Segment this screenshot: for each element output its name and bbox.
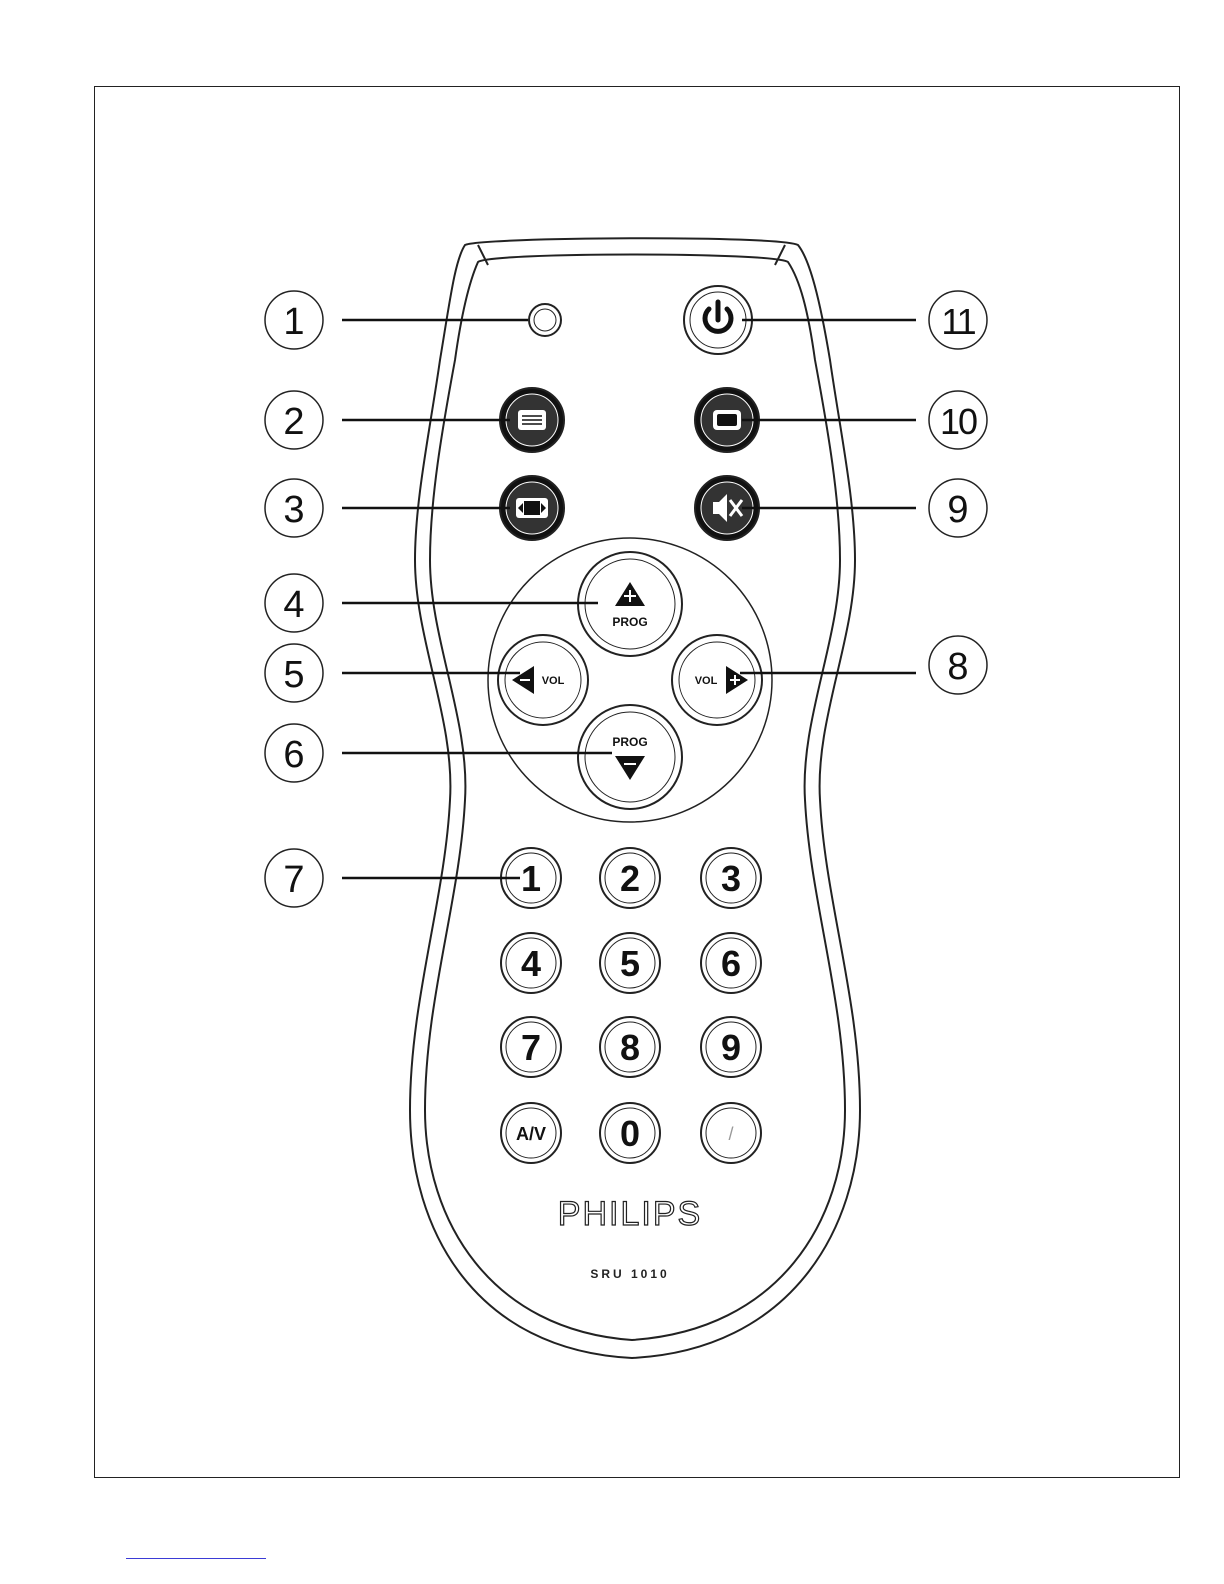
callout-10: [929, 391, 987, 449]
callout-6-number: 6: [283, 734, 305, 776]
keypad-key-label: A/V: [515, 1124, 547, 1144]
vol-up-label: VOL: [694, 675, 718, 687]
brand-logo: PHILIPS: [557, 1195, 703, 1233]
keypad-key-label: 4: [520, 943, 542, 984]
number-keypad: [501, 848, 761, 1163]
keypad-key[interactable]: [600, 933, 660, 993]
prog-up-label: PROG: [612, 615, 648, 629]
callout-9: [929, 479, 987, 537]
callout-5: [265, 644, 323, 702]
indicator-light: [529, 304, 561, 336]
keypad-key[interactable]: [701, 1103, 761, 1163]
keypad-key-label: /: [728, 1124, 734, 1144]
picture-format-icon: [516, 498, 548, 518]
callout-3: [265, 479, 323, 537]
callout-8: [929, 636, 987, 694]
callout-6: [265, 724, 323, 782]
keypad-key[interactable]: [600, 848, 660, 908]
keypad-key[interactable]: [501, 1017, 561, 1077]
callout-4-number: 4: [283, 584, 305, 626]
keypad-key[interactable]: [501, 1103, 561, 1163]
callout-1: [265, 291, 323, 349]
keypad-key-label: 6: [720, 943, 742, 984]
vol-down-button[interactable]: [498, 635, 588, 725]
callout-9-number: 9: [947, 489, 969, 531]
callout-3-number: 3: [283, 489, 305, 531]
callout-2-number: 2: [283, 401, 305, 443]
callout-4: [265, 574, 323, 632]
footer-rule: [126, 1558, 266, 1559]
prog-down-label: PROG: [612, 735, 648, 749]
keypad-key-label: 9: [720, 1027, 742, 1068]
keypad-key-label: 2: [619, 858, 641, 899]
power-button[interactable]: [684, 286, 752, 354]
keypad-key[interactable]: [600, 1017, 660, 1077]
keypad-key[interactable]: [701, 848, 761, 908]
callout-5-number: 5: [283, 654, 305, 696]
keypad-key[interactable]: [600, 1103, 660, 1163]
keypad-key[interactable]: [701, 1017, 761, 1077]
keypad-key[interactable]: [701, 933, 761, 993]
keypad-key-label: 3: [720, 858, 742, 899]
callout-11: [929, 291, 987, 349]
keypad-key-label: 8: [619, 1027, 641, 1068]
callout-7-number: 7: [283, 859, 305, 901]
keypad-key-label: 5: [619, 943, 641, 984]
callout-11-number: 11: [941, 301, 975, 342]
keypad-key-label: 1: [520, 858, 542, 899]
callout-10-number: 10: [939, 401, 977, 442]
callout-1-number: 1: [283, 301, 305, 343]
callout-7: [265, 849, 323, 907]
keypad-key-label: 7: [520, 1027, 542, 1068]
teletext-icon: [518, 410, 546, 430]
vol-down-label: VOL: [541, 675, 565, 687]
prog-down-button[interactable]: [578, 705, 682, 809]
model-number: SRU 1010: [590, 1267, 670, 1281]
callout-8-number: 8: [947, 646, 969, 688]
vol-up-button[interactable]: [672, 635, 762, 725]
callout-2: [265, 391, 323, 449]
keypad-key[interactable]: [501, 933, 561, 993]
keypad-key-label: 0: [619, 1113, 641, 1154]
